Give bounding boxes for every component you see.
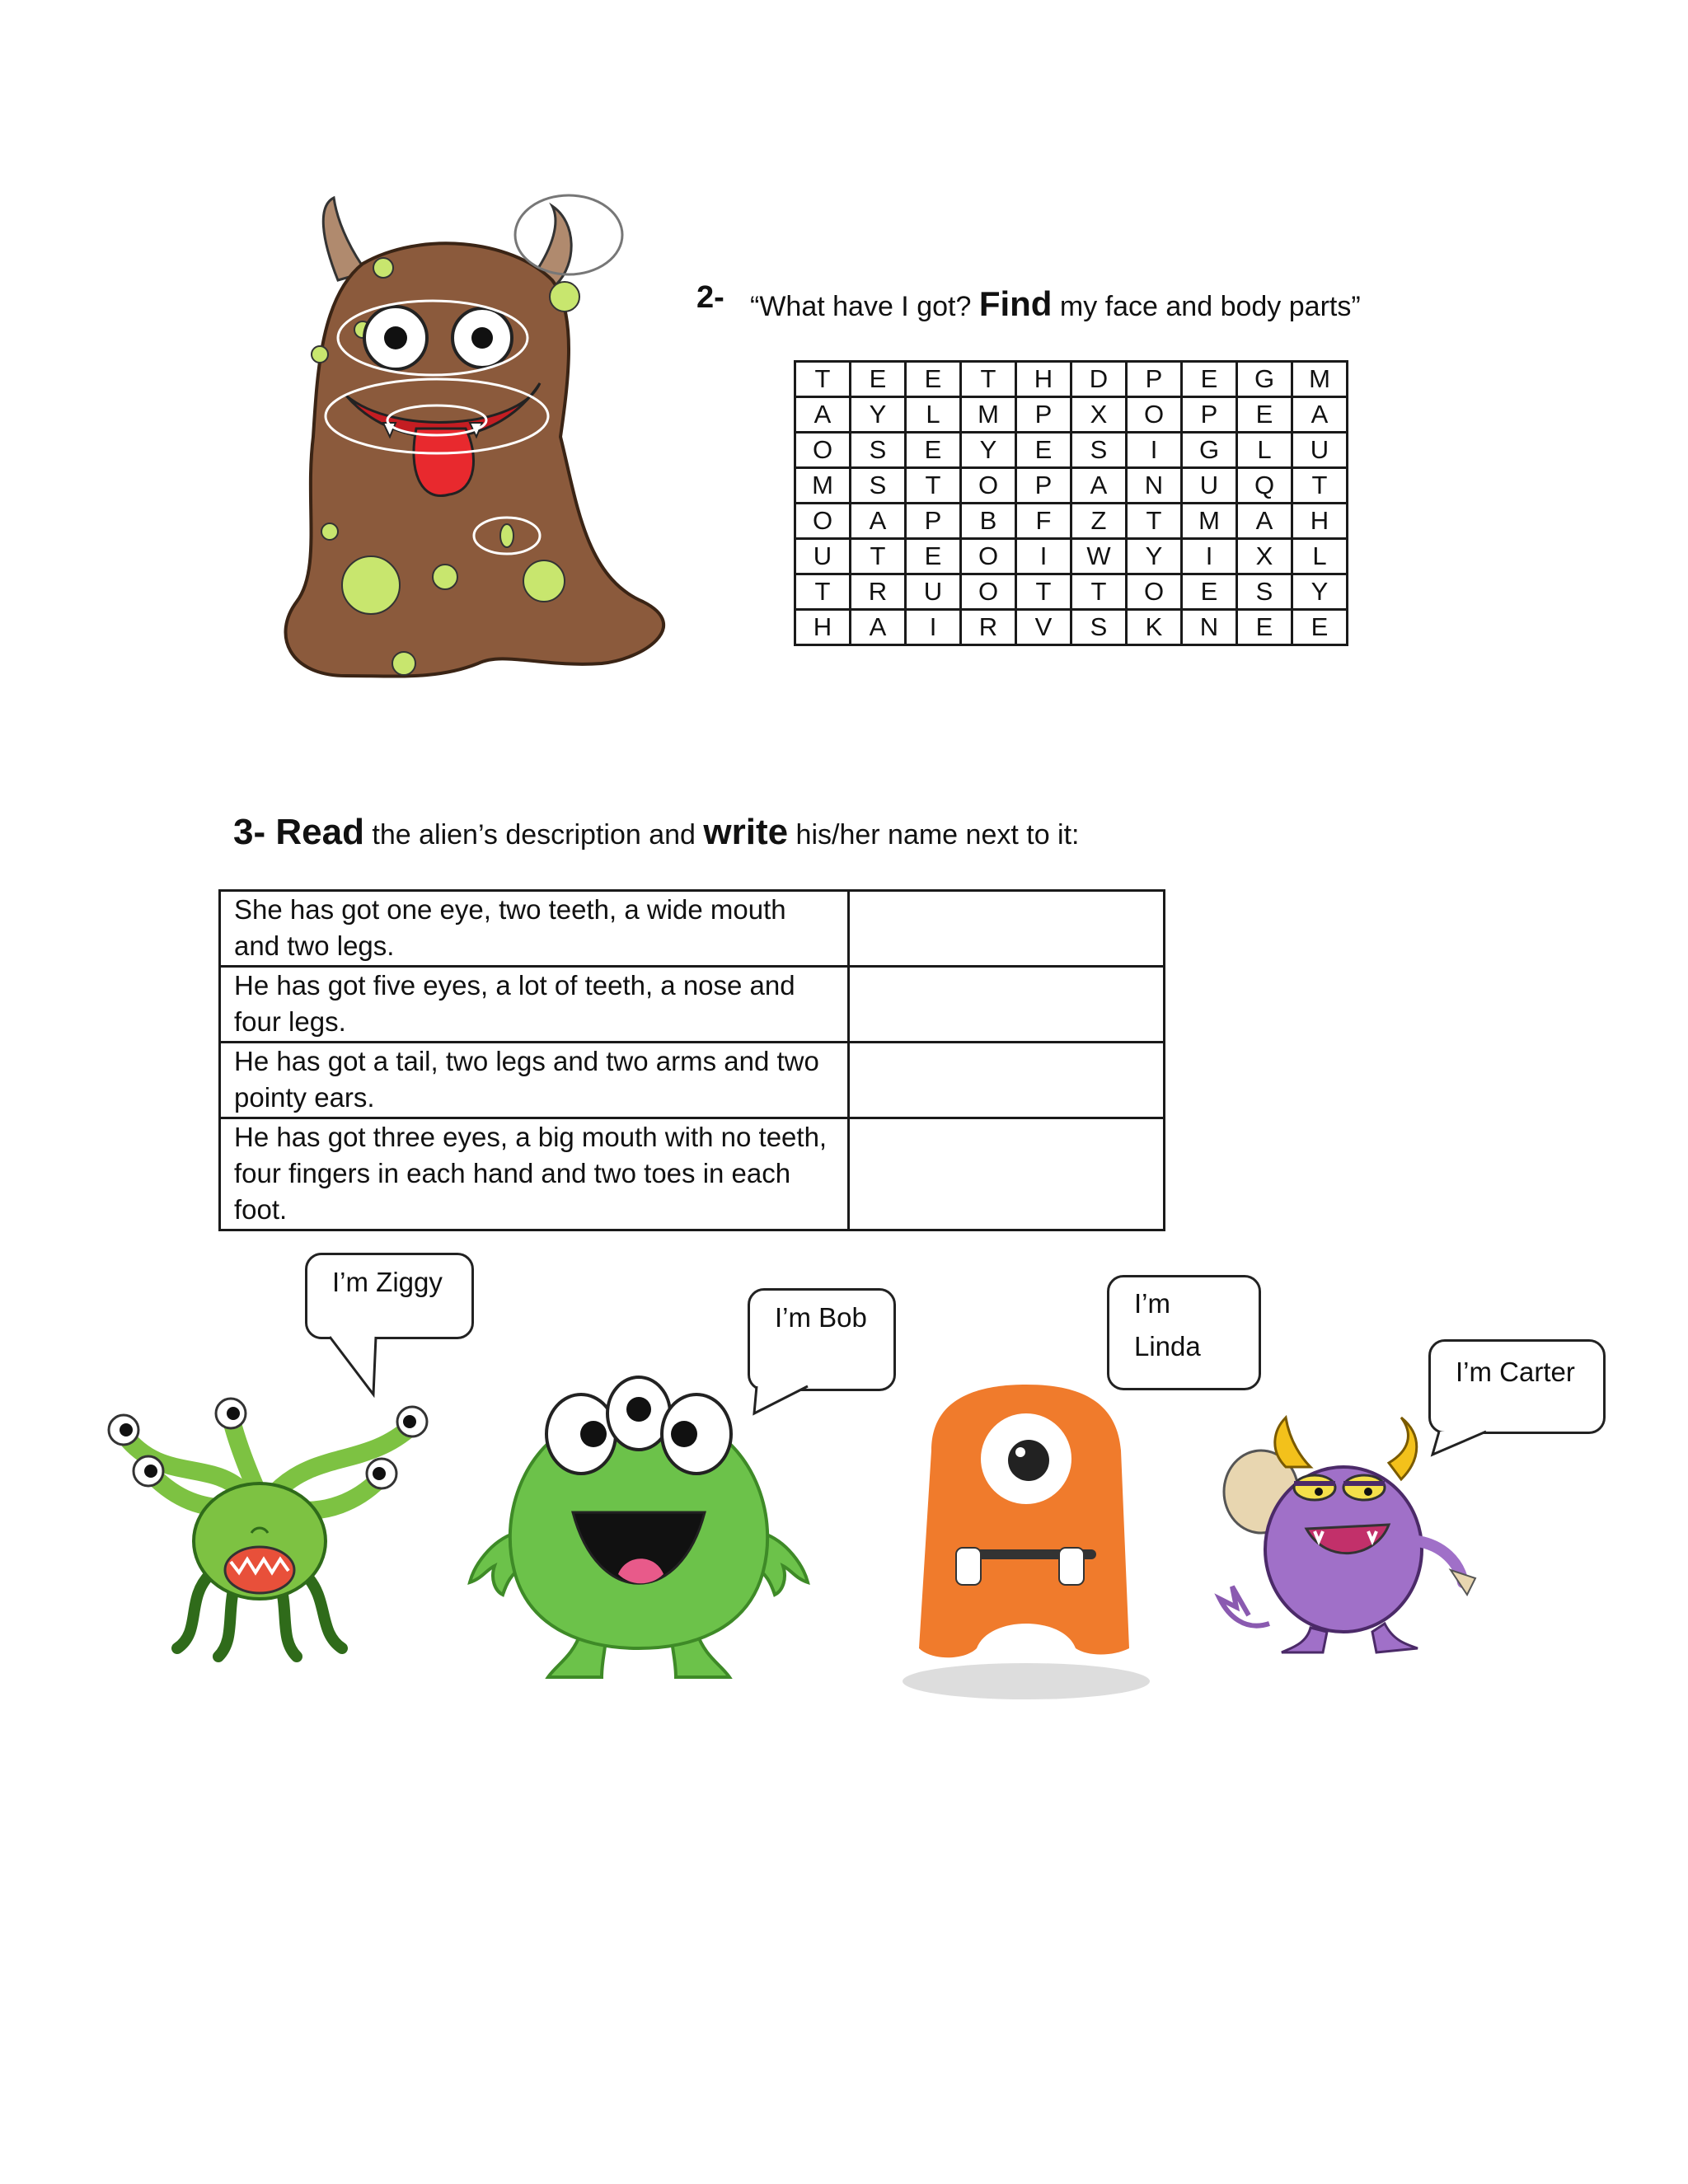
word-search-cell[interactable]: O [961, 468, 1016, 504]
description-cell: He has got a tail, two legs and two arms and two pointy ears. [220, 1043, 849, 1118]
table-row [220, 1118, 1165, 1230]
word-search-cell[interactable]: T [1292, 468, 1348, 504]
word-search-cell[interactable]: O [795, 433, 851, 468]
exercise-2-prompt-find: Find [978, 284, 1053, 323]
word-search-cell[interactable]: B [961, 504, 1016, 539]
word-search-cell[interactable]: S [851, 433, 906, 468]
word-search-cell[interactable]: P [1182, 397, 1237, 433]
exercise-2-prompt-open: “What have I got? [750, 291, 972, 322]
bob-alien-illustration [457, 1376, 820, 1690]
word-search-row [795, 468, 1348, 504]
word-search-cell[interactable]: O [1127, 397, 1182, 433]
table-row [220, 1043, 1165, 1118]
word-search-cell[interactable]: T [906, 468, 961, 504]
word-search-cell[interactable]: S [1071, 433, 1127, 468]
bubble-text-carter: I’m Carter [1456, 1357, 1575, 1387]
word-search-cell[interactable]: Y [1292, 574, 1348, 610]
word-search-cell[interactable]: G [1182, 433, 1237, 468]
word-search-cell[interactable]: Y [851, 397, 906, 433]
word-search-cell[interactable]: P [906, 504, 961, 539]
word-search-cell[interactable]: S [1237, 574, 1292, 610]
word-search-cell[interactable]: I [1182, 539, 1237, 574]
word-search-cell[interactable]: O [961, 574, 1016, 610]
word-search-cell[interactable]: G [1237, 362, 1292, 397]
word-search-cell[interactable]: O [1127, 574, 1182, 610]
answer-cell[interactable] [849, 891, 1165, 967]
exercise-3-read: 3- Read [233, 812, 364, 852]
word-search-row [795, 539, 1348, 574]
word-search-cell[interactable]: E [1182, 574, 1237, 610]
word-search-cell[interactable]: T [1016, 574, 1071, 610]
exercise-3-write: write [703, 812, 789, 852]
word-search-cell[interactable]: L [1292, 539, 1348, 574]
word-search-cell[interactable]: E [1016, 433, 1071, 468]
answer-cell[interactable] [849, 967, 1165, 1043]
word-search-cell[interactable]: T [795, 574, 851, 610]
word-search-cell[interactable]: E [906, 362, 961, 397]
word-search-cell[interactable]: R [961, 610, 1016, 645]
table-row [220, 891, 1165, 967]
word-search-row [795, 397, 1348, 433]
word-search-cell[interactable]: X [1237, 539, 1292, 574]
word-search-cell[interactable]: T [1071, 574, 1127, 610]
word-search-row [795, 574, 1348, 610]
word-search-cell[interactable]: E [851, 362, 906, 397]
word-search-cell[interactable]: R [851, 574, 906, 610]
word-search-cell[interactable]: Y [1127, 539, 1182, 574]
word-search-cell[interactable]: U [1292, 433, 1348, 468]
bubble-text-linda-line1: I’m [1134, 1288, 1170, 1319]
word-search-cell[interactable]: A [1237, 504, 1292, 539]
word-search-row [795, 362, 1348, 397]
word-search-cell[interactable]: E [1292, 610, 1348, 645]
word-search-cell[interactable]: A [851, 504, 906, 539]
word-search-cell[interactable]: M [1182, 504, 1237, 539]
word-search-cell[interactable]: O [795, 504, 851, 539]
bubble-text-ziggy: I’m Ziggy [332, 1267, 443, 1297]
word-search-cell[interactable]: Q [1237, 468, 1292, 504]
word-search-cell[interactable]: F [1016, 504, 1071, 539]
word-search-cell[interactable]: T [851, 539, 906, 574]
word-search-cell[interactable]: E [1237, 397, 1292, 433]
word-search-cell[interactable]: V [1016, 610, 1071, 645]
word-search-grid [794, 360, 1348, 646]
word-search-cell[interactable]: Y [961, 433, 1016, 468]
exercise-3-middle: the alien’s description and [372, 819, 696, 851]
brown-monster-illustration [231, 190, 676, 684]
answer-cell[interactable] [849, 1043, 1165, 1118]
speech-bubble-linda [1107, 1275, 1261, 1390]
word-search-cell[interactable]: U [906, 574, 961, 610]
word-search-cell[interactable]: H [1016, 362, 1071, 397]
ziggy-alien-illustration [87, 1385, 441, 1681]
bubble-text-linda-line2: Linda [1134, 1331, 1201, 1361]
word-search-cell[interactable]: A [1292, 397, 1348, 433]
word-search-cell[interactable]: I [1127, 433, 1182, 468]
word-search-row [795, 504, 1348, 539]
word-search-cell[interactable]: M [795, 468, 851, 504]
word-search-cell[interactable]: A [1071, 468, 1127, 504]
word-search-cell[interactable]: U [795, 539, 851, 574]
word-search-cell[interactable]: P [1016, 397, 1071, 433]
answer-cell[interactable] [849, 1118, 1165, 1230]
word-search-cell[interactable]: A [851, 610, 906, 645]
word-search-cell[interactable]: X [1071, 397, 1127, 433]
word-search-cell[interactable]: M [1292, 362, 1348, 397]
description-cell: She has got one eye, two teeth, a wide mouth and two legs. [220, 891, 849, 967]
word-search-cell[interactable]: L [1237, 433, 1292, 468]
description-cell: He has got five eyes, a lot of teeth, a nose and four legs. [220, 967, 849, 1043]
word-search-cell[interactable]: T [1127, 504, 1182, 539]
word-search-cell[interactable]: H [795, 610, 851, 645]
description-cell: He has got three eyes, a big mouth with no teeth, four fingers in each hand and two toes in each foot. [220, 1118, 849, 1230]
word-search-cell[interactable]: D [1071, 362, 1127, 397]
carter-alien-illustration [1212, 1418, 1484, 1673]
exercise-2-prompt [750, 284, 1361, 324]
word-search-cell[interactable]: A [795, 397, 851, 433]
word-search-cell[interactable]: N [1127, 468, 1182, 504]
linda-alien-illustration [898, 1376, 1162, 1702]
word-search-cell[interactable]: O [961, 539, 1016, 574]
word-search-cell[interactable]: T [795, 362, 851, 397]
word-search-cell[interactable]: I [1016, 539, 1071, 574]
word-search-row [795, 610, 1348, 645]
word-search-cell[interactable]: E [1237, 610, 1292, 645]
table-row [220, 967, 1165, 1043]
exercise-3-end: his/her name next to it: [795, 819, 1080, 851]
word-search-cell[interactable]: E [906, 539, 961, 574]
word-search-cell[interactable]: S [851, 468, 906, 504]
exercise-2-prompt-close: my face and body parts” [1059, 291, 1361, 322]
word-search-cell[interactable]: Z [1071, 504, 1127, 539]
word-search-cell[interactable]: I [906, 610, 961, 645]
exercise-2-number: 2- [696, 280, 724, 315]
exercise-3-instructions [233, 812, 1080, 853]
word-search-cell[interactable]: E [1182, 362, 1237, 397]
word-search-cell[interactable]: H [1292, 504, 1348, 539]
word-search-cell[interactable]: M [961, 397, 1016, 433]
word-search-cell[interactable]: L [906, 397, 961, 433]
word-search-cell[interactable]: U [1182, 468, 1237, 504]
word-search-cell[interactable]: P [1016, 468, 1071, 504]
bubble-text-bob: I’m Bob [775, 1302, 867, 1333]
word-search-cell[interactable]: S [1071, 610, 1127, 645]
word-search-cell[interactable]: P [1127, 362, 1182, 397]
word-search-cell[interactable]: K [1127, 610, 1182, 645]
word-search-cell[interactable]: N [1182, 610, 1237, 645]
word-search-cell[interactable]: T [961, 362, 1016, 397]
word-search-cell[interactable]: E [906, 433, 961, 468]
description-table [218, 889, 1165, 1231]
word-search-cell[interactable]: W [1071, 539, 1127, 574]
word-search-row [795, 433, 1348, 468]
speech-bubble-ziggy [305, 1253, 474, 1339]
